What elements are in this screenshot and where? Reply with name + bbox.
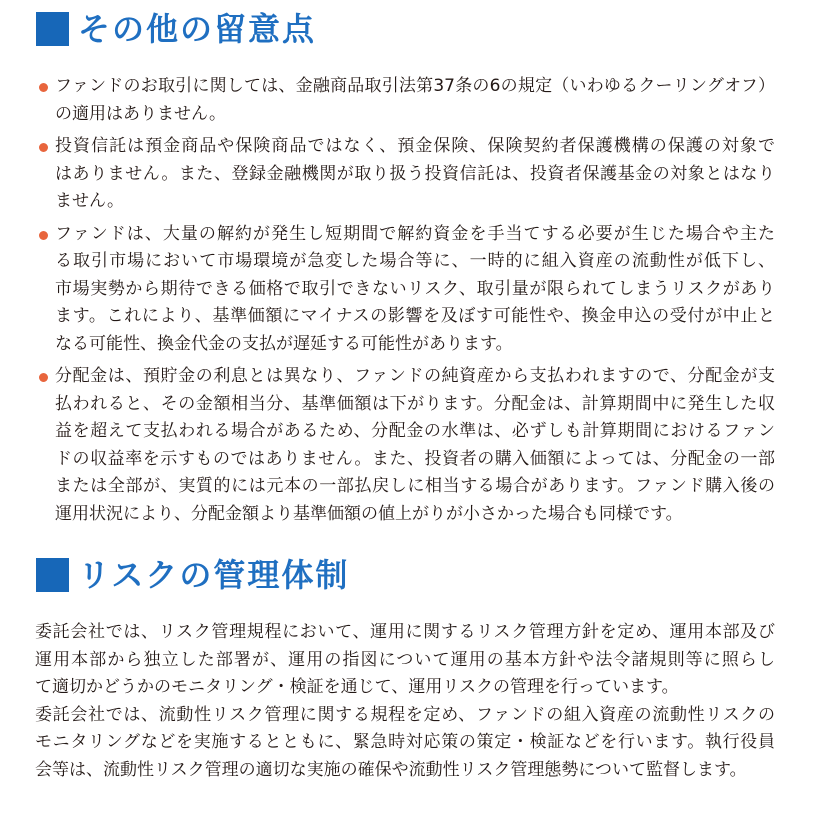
text-line: または全部が、実質的には元本の一部払戻しに相当する場合があります。ファンド購入後の — [55, 476, 775, 496]
bullet-dot — [39, 83, 48, 92]
text-line: なる可能性、換金代金の支払が遅延する可能性があります。 — [55, 333, 513, 354]
section-title: その他の留意点 — [78, 10, 317, 48]
bullet-dot — [39, 373, 48, 382]
text-line: 投資信託は預金商品や保険商品ではなく、預金保険、保険契約者保護機構の保護の対象で — [55, 136, 775, 156]
note-item — [55, 73, 775, 128]
text-line: 委託会社では、リスク管理規程において、運用に関するリスク管理方針を定め、運用本部及び — [35, 622, 775, 642]
text-line: る取引市場において市場環境が急変した場合等に、一時的に組入資産の流動性が低下し、 — [55, 251, 775, 271]
text-line: の適用はありません。 — [55, 103, 227, 124]
text-line: 会等は、流動性リスク管理の適切な実施の確保や流動性リスク管理態勢について監督します。 — [35, 759, 747, 780]
text-line: 益を超えて支払われる場合があるため、分配金の水準は、必ずしも計算期間におけるファン — [55, 421, 775, 441]
note-item — [55, 363, 775, 528]
note-item — [55, 133, 775, 216]
heading-marker — [36, 558, 69, 592]
text-line: ません。 — [55, 191, 125, 211]
text-line: ドの収益率を示すものではありません。また、投資者の購入価額によっては、分配金の一部 — [55, 448, 775, 469]
text-line: ます。これにより、基準価額にマイナスの影響を及ぼす可能性や、換金申込の受付が中止と — [55, 306, 775, 326]
text-line: ファンドのお取引に関しては、金融商品取引法第37条の6の規定（いわゆるクーリングオフ） — [55, 76, 775, 96]
note-item — [55, 221, 775, 359]
text-line: モニタリングなどを実施するとともに、緊急時対応策の策定・検証などを行います。執行役員 — [35, 732, 775, 752]
section-title: リスクの管理体制 — [78, 556, 350, 594]
text-line: て適切かどうかのモニタリング・検証を通じて、運用リスクの管理を行っています。 — [35, 677, 679, 697]
bullet-dot — [39, 143, 48, 152]
text-line: 運用本部から独立した部署が、運用の指図について運用の基本方針や法令諸規則等に照らし — [35, 649, 775, 670]
text-line: ファンドは、大量の解約が発生し短期間で解約資金を手当てする必要が生じた場合や主た — [55, 223, 775, 244]
text-line: はありません。また、登録金融機関が取り扱う投資信託は、投資者保護基金の対象とはなり — [55, 163, 775, 184]
risk-body — [35, 619, 775, 784]
paragraph — [35, 702, 775, 785]
heading-marker — [36, 12, 69, 46]
text-line: 運用状況により、分配金額より基準価額の値上がりが小さかった場合も同様です。 — [55, 503, 683, 524]
text-line: 委託会社では、流動性リスク管理に関する規程を定め、ファンドの組入資産の流動性リスクの — [35, 704, 775, 725]
section-heading-other-notes — [36, 12, 316, 46]
section-heading-risk-management — [36, 558, 349, 592]
text-line: 分配金は、預貯金の利息とは異なり、ファンドの純資産から支払われますので、分配金が支 — [55, 366, 775, 386]
notes-list — [55, 73, 775, 533]
text-line: 市場実勢から期待できる価格で取引できないリスク、取引量が限られてしまうリスクがあり — [55, 278, 775, 299]
paragraph — [35, 619, 775, 702]
bullet-dot — [39, 231, 48, 240]
text-line: 払われると、その金額相当分、基準価額は下がります。分配金は、計算期間中に発生した収 — [55, 393, 775, 414]
